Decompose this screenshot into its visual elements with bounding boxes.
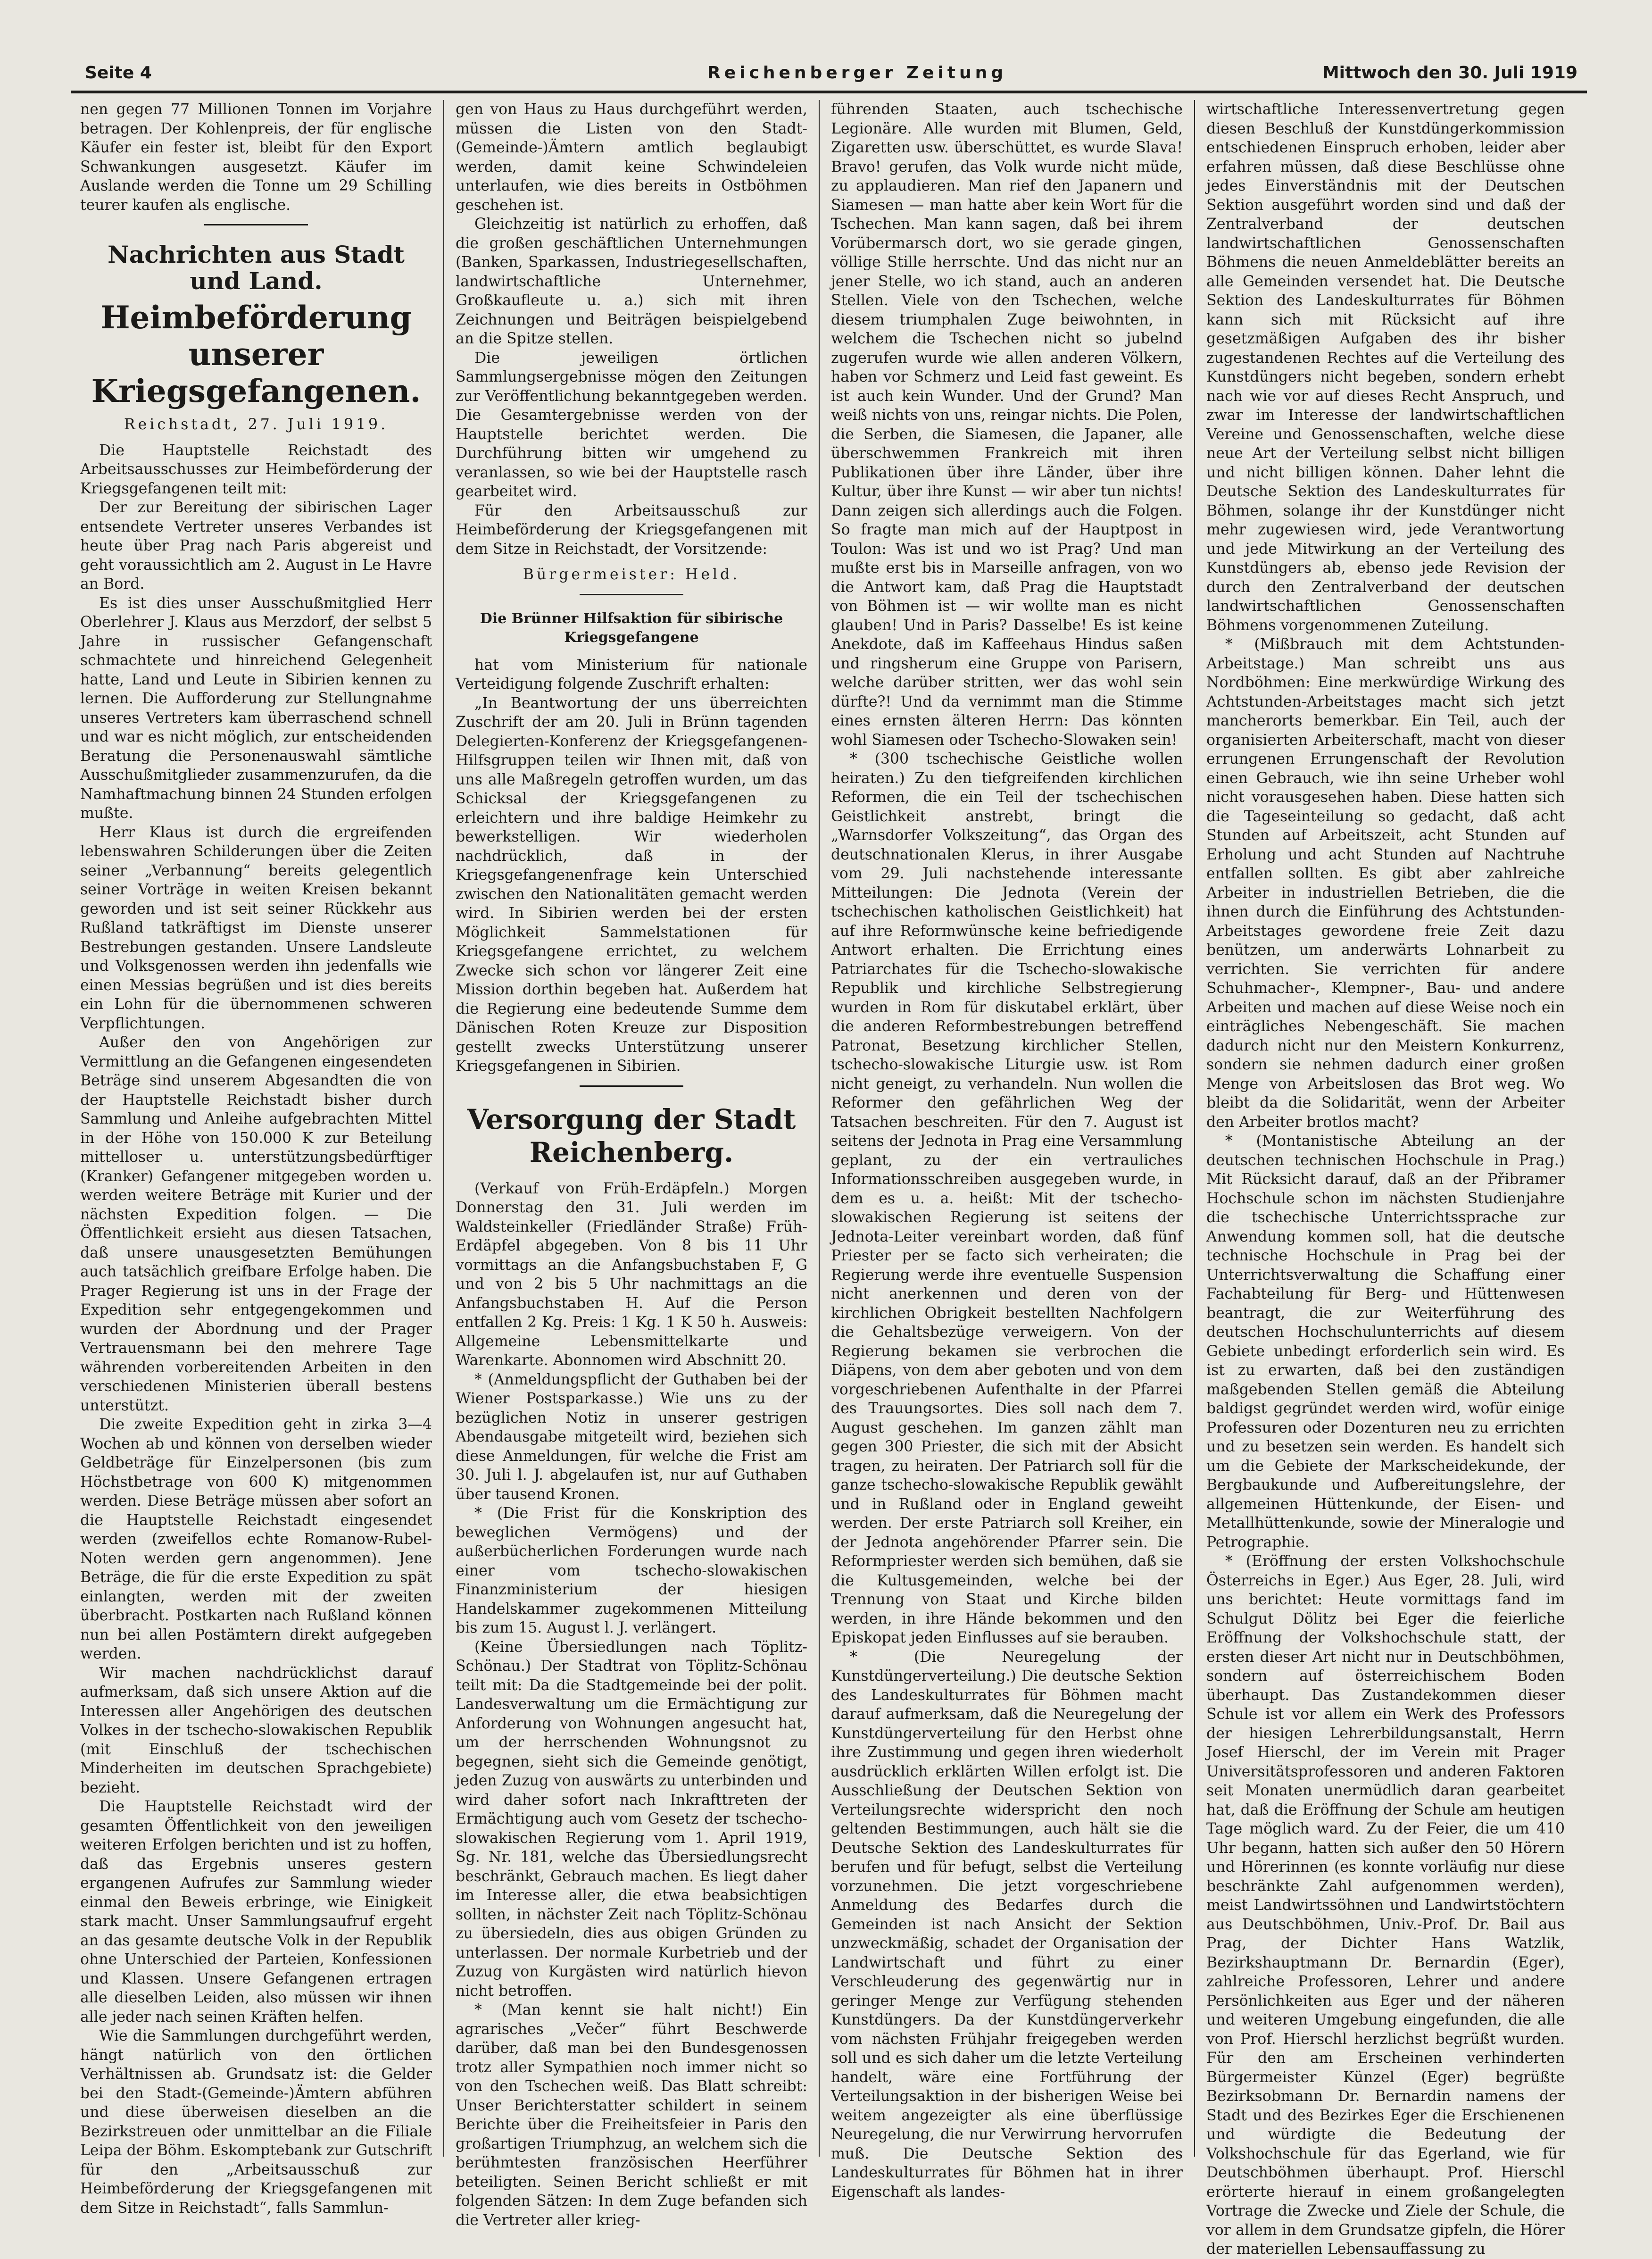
paragraph: Es ist dies unser Ausschußmitglied Herr Oberlehrer J. Klaus aus Merzdorf, der selbst 5 Jahre in russischer Gefangenschaft schmachtete und hinreichend Gelegenheit hatte, Land und Leute in Sibirien kennen zu lernen. Die Aufforderung zur Stellungnahme unseres Vertreters kam überraschend schnell und war es nicht möglich, zur entscheidenden Beratung die Personenauswahl sämtliche Ausschußmitglieder zusammenzurufen, da die Namhaftmachung binnen 24 Stunden erfolgen mußte. [80, 594, 432, 822]
paragraph: Wir machen nachdrücklichst darauf aufmerksam, daß sich unsere Aktion auf die Interessen aller Angehörigen des deutschen Volkes in der tschecho-slowakischen Republik (mit Einschluß der tschechischen Minderheiten im deutschen Sprachgebiete) bezieht. [80, 1664, 432, 1796]
newspaper-title: Reichenberger Zeitung [707, 63, 1007, 83]
paragraph: hat vom Ministerium für nationale Verteidigung folgende Zuschrift erhalten: [456, 656, 807, 692]
column-4 [1206, 100, 1565, 2258]
masthead [71, 57, 1587, 93]
paragraph: führenden Staaten, auch tschechische Legionäre. Alle wurden mit Blumen, Geld, Zigaretten usw. überschüttet, es wurde Slava! Bravo! gerufen, das Volk wurde nicht müde, zu applaudieren. Man rief den Japanern und Siamesen — man hatte aber kein Wort für die Tschechen. Man kann sagen, daß bei ihrem Vorübermarsch dort, wo sie gerade gingen, völlige Stille herrschte. Und das nicht nur an jener Stelle, wo ich stand, auch an anderen Stellen. Viele von den Tschechen, welche diesem triumphalen Zuge beiwohnten, in welchem die Tschechen nicht so jubelnd zugerufen wurde wie allen anderen Völkern, haben vor Schmerz und Leid fast geweint. Es ist auch kein Wunder. Und der Grund? Man weiß nichts von uns, reingar nichts. Die Polen, die Serben, die Siamesen, die Japaner, alle überschwemmen Frankreich mit ihren Publikationen über ihre Länder, über ihre Kultur, über ihre Kunst — wir aber tun nichts! Dann zeigen sich allerdings auch die Folgen. So fragte man mich auf der Hauptpost in Toulon: Was ist und wo ist Prag? Und man mußte erst bis in Marseille anfragen, von wo die Antwort kam, daß Prag die Hauptstadt von Böhmen ist — wir wollte man es nicht glauben! Und in Paris? Dasselbe! Es ist keine Anekdote, daß im Kaffeehaus Hindus saßen und ringsherum eine Gruppe von Parisern, welche darüber stritten, wer das wohl sein dürfte?! Und da vernimmt man die Stimme eines ernsten älteren Herrn: Das könnten wohl Siamesen oder Tschecho-Slowaken sein! [831, 101, 1183, 749]
paragraph: * (Eröffnung der ersten Volkshochschule Österreichs in Eger.) Aus Eger, 28. Juli, wird uns berichtet: Heute vormittags fand im Schulgut Dölitz bei Eger die feierliche Eröffnung der Volkshochschule statt, der ersten dieser Art nicht nur in Deutschböhmen, sondern auf österreichischem Boden überhaupt. Das Zustandekommen dieser Schule ist vor allem ein Werk des Professors der hiesigen Lehrerbildungsanstalt, Herrn Josef Hierschl, der im Verein mit Prager Universitätsprofessoren und anderen Faktoren seit Monaten unermüdlich daran gearbeitet hat, daß die Eröffnung der Schule am heutigen Tage möglich ward. Zu der Feier, die um 410 Uhr begann, hatten sich außer den 50 Hörern und Hörerinnen (es konnte vorläufig nur diese beschränkte Zahl aufgenommen werden), meist Landwirtssöhnen und Landwirtstöchtern aus Deutschböhmen, Univ.-Prof. Dr. Bail aus Prag, der Dichter Hans Watzlik, Bezirkshauptmann Dr. Bernardin (Eger), zahlreiche Professoren, Lehrer und andere Persönlichkeiten aus Eger und der näheren und weiteren Umgebung eingefunden, die alle von Prof. Hierschl herzlichst begrüßt wurden. Für den am Erscheinen verhinderten Bürgermeister Künzel (Eger) begrüßte Bezirksobmann Dr. Bernardin namens der Stadt und des Bezirkes Eger die Erschienenen und würdigte die Bedeutung der Volkshochschule für das Egerland, wie für Deutschböhmen überhaupt. Prof. Hierschl erörterte hierauf in einem großangelegten Vortrage die Zwecke und Ziele der Schule, die vor allem in dem Grundsatze gipfeln, die Hörer der materiellen Lebensauffassung zu [1206, 1553, 1565, 2258]
column-rule [443, 100, 444, 2157]
paragraph: * (300 tschechische Geistliche wollen heiraten.) Zu den tiefgreifenden kirchlichen Reformen, die ein Teil der tschechischen Geistlichkeit anstrebt, bringt die „Warnsdorfer Volkszeitung“, das Organ des deutschnationalen Klerus, in ihrer Ausgabe vom 29. Juli nachstehende interessante Mitteilungen: Die Jednota (Verein der tschechischen katholischen Geistlichkeit) hat auf ihre Reformwünsche keine befriedigende Antwort erhalten. Die Errichtung eines Patriarchates für die Tschecho-slowakische Republik und kirchliche Selbstregierung wurden in Rom für diskutabel erklärt, über die anderen Reformbestrebungen betreffend Patronat, Besetzung kirchlicher Stellen, tschecho-slowakische Liturgie usw. ist Rom nicht geneigt, zu verhandeln. Nun wollen die Reformer den gefährlichen Weg der Tatsachen beschreiten. Für den 7. August ist seitens der Jednota in Prag eine Versammlung geplant, zu der ein vertrauliches Informationsschreiben ausgegeben wurde, in dem es u. a. heißt: Mit der tschecho-slowakischen Regierung ist seitens der Jednota-Leiter vereinbart worden, daß fünf Priester per se facto sich verheiraten; die Regierung werde ihre eventuelle Suspension nicht anerkennen und deren von der kirchlichen Obrigkeit bestellten Nachfolgern die Gehaltsbezüge verweigern. Von der Regierung bekamen sie verbrochen die Diäpens, von dem aber geboten und von dem vorgeschriebenen Aufenthalte in der Pfarrei des Trauungsortes. Dies soll nach dem 7. August geschehen. Im ganzen zählt man gegen 300 Priester, die sich mit der Absicht tragen, zu heiraten. Der Patriarch soll für die ganze tschecho-slowakische Republik gewählt und in Rußland oder in England geweiht werden. Der erste Patriarch soll Kreiher, ein der Jednota angehörender Pfarrer sein. Die Reformpriester werden sich bemühen, daß sie die Kultusgemeinden, welche bei der Trennung von Staat und Kirche bilden werden, in ihre Hände bekommen und den Episkopat jeden Einflusses auf sie berauben. [831, 750, 1183, 1646]
issue-date: Mittwoch den 30. Juli 1919 [1322, 63, 1577, 83]
page-number: Seite 4 [85, 63, 152, 83]
paragraph: Die jeweiligen örtlichen Sammlungsergebnisse mögen den Zeitungen zur Veröffentlichung bekanntgegeben werden. Die Gesamtergebnisse werden von der Hauptstelle berichtet werden. Die Durchführung bitten wir umgehend zu veranlassen, so wie bei der Hauptstelle rasch gearbeitet wird. [456, 349, 807, 500]
column-1 [80, 100, 432, 2217]
paragraph: * (Die Frist für die Konskription des beweglichen Vermögens) und der außerbücherlichen Forderungen wurde nach einer vom tschecho-slowakischen Finanzministerium der hiesigen Handelskammer zugekommenen Mitteilung bis zum 15. August l. J. verlängert. [456, 1505, 807, 1636]
divider [580, 594, 683, 595]
paragraph: Außer den von Angehörigen zur Vermittlung an die Gefangenen eingesendeten Beträge sind unserem Abgesandten die von der Hauptstelle Reichstadt bisher durch Sammlung und Anleihe aufgebrachten Mittel in der Höhe von 150.000 K zur Beteilung mittelloser u. unterstützungsbedürftiger (Kranker) Gefangener mitgegeben worden u. werden weitere Beträge mit Kurier und der nächsten Expedition folgen. — Die Öffentlichkeit ersieht aus diesen Tatsachen, daß unsere unausgesetzten Bemühungen auch tatsächlich greifbare Erfolge haben. Die Prager Regierung ist uns in der Frage der Expedition sehr entgegengekommen und wurden der Abordnung und der Prager Vertrauensmann bei den mehrere Tage währenden vorbereitenden Arbeiten in den verschiedenen Ministerien überall bestens unterstützt. [80, 1034, 432, 1414]
paragraph: * (Anmeldungspflicht der Guthaben bei der Wiener Postsparkasse.) Wie uns zu der bezüglichen Notiz in unserer gestrigen Abendausgabe mitgeteilt wird, beziehen sich diese Anmeldungen, für welche die Frist am 30. Juli l. J. abgelaufen ist, nur auf Guthaben über tausend Kronen. [456, 1371, 807, 1503]
newspaper-page [71, 57, 1587, 2258]
paragraph: Für den Arbeitsausschuß zur Heimbeförderung der Kriegsgefangenen mit dem Sitze in Reichstadt, der Vorsitzende: [456, 502, 807, 558]
divider [580, 1085, 683, 1087]
article-subheadline: Die Brünner Hilfsaktion für sibirische Kriegsgefangene [480, 610, 783, 646]
paragraph: * (Montanistische Abteilung an der deutschen technischen Hochschule in Prag.) Mit Rücksicht darauf, daß an der Přibramer Hochschule schon im nächsten Studienjahre die tschechische Unterrichtssprache zur Anwendung kommen soll, hat die deutsche technische Hochschule in Prag bei der Unterrichtsverwaltung die Schaffung einer Fachabteilung für Berg- und Hüttenwesen beantragt, die zur Weiterführung des deutschen Hochschulunterrichts auf diesem Gebiete unbedingt erforderlich sein wird. Es ist zu erwarten, daß bei den zuständigen maßgebenden Stellen gemäß die Abteilung baldigst gegründet werden wird, wofür einige Professuren oder Dozenturen neu zu errichten und zu besetzen sein werden. Es handelt sich um die Gebiete der Markscheidekunde, der Bergbaukunde und Aufbereitungslehre, der allgemeinen Hüttenkunde, der Eisen- und Metallhüttenkunde, sowie der Mineralogie und Petrographie. [1206, 1133, 1565, 1551]
column-2 [456, 100, 807, 2229]
paragraph: Wie die Sammlungen durchgeführt werden, hängt natürlich von den örtlichen Verhältnissen ab. Grundsatz ist: die Gelder bei den Stadt-(Gemeinde-)Ämtern abführen und diese überweisen dieselben an die Bezirkstreuen oder unmittelbar an die Filiale Leipa der Böhm. Eskomptebank zur Gutschrift für den „Arbeitsausschuß zur Heimbeförderung der Kriegsgefangenen mit dem Sitze in Reichstadt“, falls Sammlun- [80, 2027, 432, 2217]
section-heading: Nachrichten aus Stadt und Land. [108, 241, 405, 295]
paragraph: * (Man kennt sie halt nicht!) Ein agrarisches „Večer“ führt Beschwerde darüber, daß man bei den Bundesgenossen trotz aller Sympathien noch immer nicht so von den Tschechen weiß. Das Blatt schreibt: Unser Berichterstatter schildert in seinem Berichte über die Freiheitsfeier in Paris den großartigen Triumphzug, an welchem sich die berühmtesten französischen Heerführer beteiligten. Seinen Bericht schließt er mit folgenden Sätzen: In dem Zuge befanden sich die Vertreter aller krieg- [456, 2001, 807, 2229]
column-3 [831, 100, 1183, 2201]
paragraph: Der zur Bereitung der sibirischen Lager entsendete Vertreter unseres Verbandes ist heute über Prag nach Paris abgereist und geht voraussichtlich am 2. August in Le Havre an Bord. [80, 499, 432, 592]
paragraph: „In Beantwortung der uns überreichten Zuschrift der am 20. Juli in Brünn tagenden Delegierten-Konferenz der Kriegsgefangenen-Hilfsgruppen teilen wir Ihnen mit, daß von uns alle Maßregeln getroffen wurden, um das Schicksal der Kriegsgefangenen zu erleichtern und ihre baldige Heimkehr zu bewerkstelligen. Wir wiederholen nachdrücklich, daß in der Kriegsgefangenenfrage kein Unterschied zwischen den Nationalitäten gemacht werden wird. In Sibirien werden bei der ersten Möglichkeit Sammelstationen für Kriegsgefangene errichtet, zu welchem Zwecke sich schon vor längerer Zeit eine Mission dorthin begeben hat. Außerdem hat die Regierung eine bedeutende Summe dem Dänischen Roten Kreuze zur Disposition gestellt zwecks Unterstützung unserer Kriegsgefangenen in Sibirien. [456, 694, 807, 1075]
article-continuation: nen gegen 77 Millionen Tonnen im Vorjahre betragen. Der Kohlenpreis, der für englische Käufer ein fester ist, bleibt für den Export Schwankungen ausgesetzt. Käufer im Auslande werden die Tonne um 29 Schilling teurer kaufen als englische. [80, 101, 432, 214]
paragraph: Herr Klaus ist durch die ergreifenden lebenswahren Schilderungen über die Zeiten seiner „Verbannung“ bereits gelegentlich seiner Vorträge in weiten Kreisen bekannt geworden und ist seit seiner Rückkehr aus Rußland tatkräftigst im Dienste unserer Bestrebungen gestanden. Unsere Landsleute und Volksgenossen werden ihn jedenfalls wie einen Messias begrüßen und ist dies bereits ein Lohn für die übernommenen schweren Verpflichtungen. [80, 824, 432, 1032]
article-headline: Heimbeförderung unserer Kriegsgefangenen. [91, 299, 421, 409]
paragraph: Gleichzeitig ist natürlich zu erhoffen, daß die großen geschäftlichen Unternehmungen (Banken, Sparkassen, Industriegesellschaften, landwirtschaftliche Unternehmer, Großkaufleute u. a.) sich mit ihren Zeichnungen und Beiträgen beispielgebend an die Spitze stellen. [456, 216, 807, 347]
paragraph: (Verkauf von Früh-Erdäpfeln.) Morgen Donnerstag den 31. Juli werden im Waldsteinkeller (Friedländer Straße) Früh-Erdäpfel abgegeben. Von 8 bis 11 Uhr vormittags an die Anfangsbuchstaben F, G und von 2 bis 5 Uhr nachmittags an die Anfangsbuchstaben H. Auf die Person entfallen 2 Kg. Preis: 1 Kg. 1 K 50 h. Ausweis: Allgemeine Lebensmittelkarte und Warenkarte. Abonnomen wird Abschnitt 20. [456, 1180, 807, 1369]
paragraph: Die Hauptstelle Reichstadt des Arbeitsausschusses zur Heimbeförderung der Kriegsgefangenen teilt mit: [80, 442, 432, 497]
column-rule [819, 100, 820, 2157]
dateline: Reichstadt, 27. Juli 1919. [124, 416, 389, 433]
divider [204, 224, 308, 225]
paragraph: Die zweite Expedition geht in zirka 3—4 Wochen ab und können von derselben wieder Geldbeträge für Einzelpersonen (bis zum Höchstbetrage von 600 K) mitgenommen werden. Diese Beträge müssen aber sofort an die Hauptstelle Reichstadt eingesendet werden (zweifellos echte Romanow-Rubel-Noten werden gern angenommen). Jene Beträge, die für die erste Expedition zu spät einlangten, werden mit der zweiten überbracht. Postkarten nach Rußland können nun bei allen Postämtern direkt aufgegeben werden. [80, 1416, 432, 1662]
paragraph: Die Hauptstelle Reichstadt wird der gesamten Öffentlichkeit von den jeweiligen weiteren Erfolgen berichten und ist zu hoffen, daß das Ergebnis unseres gestern ergangenen Aufrufes zur Sammlung wieder einmal den Beweis erbringe, wie Einigkeit stark macht. Unser Sammlungsaufruf ergeht an das gesamte deutsche Volk in der Republik ohne Unterschied der Parteien, Konfessionen und Klassen. Unsere Gefangenen ertragen alle dieselben Leiden, also müssen wir ihnen alle jeder nach seinen Kräften helfen. [80, 1798, 432, 2026]
column-rule [1194, 100, 1195, 2157]
signature: Bürgermeister: Held. [523, 566, 740, 583]
paragraph: (Keine Übersiedlungen nach Töplitz-Schönau.) Der Stadtrat von Töplitz-Schönau teilt mit: Da die Stadtgemeinde bei der polit. Landesverwaltung um die Ermächtigung zur Anforderung von Wohnungen angesucht hat, um der herrschenden Wohnungsnot zu begegnen, sieht sich die Gemeinde genötigt, jeden Zuzug von auswärts zu unterbinden und wird daher sofort nach Inkrafttreten der Ermächtigung auch vom Gesetz der tschecho-slowakischen Regierung vom 1. April 1919, Sg. Nr. 181, welche das Übersiedlungsrecht beschränkt, Gebrauch machen. Es liegt daher im Interesse aller, die etwa beabsichtigen sollten, in nächster Zeit nach Töplitz-Schönau zu übersiedeln, dies aus obigen Gründen zu unterlassen. Der normale Kurbetrieb und der Zuzug von Kurgästen wird natürlich hievon nicht betroffen. [456, 1638, 807, 2000]
paragraph: gen von Haus zu Haus durchgeführt werden, müssen die Listen von den Stadt-(Gemeinde-)Ämtern amtlich beglaubigt werden, damit keine Schwindeleien unterlaufen, wie dies bereits in Ostböhmen geschehen ist. [456, 101, 807, 214]
article-headline: Versorgung der Stadt Reichenberg. [467, 1103, 796, 1168]
paragraph: wirtschaftliche Interessenvertretung gegen diesen Beschluß der Kunstdüngerkommission entschiedenen Einspruch erhoben, leider aber erfahren müssen, daß diese Beschlüsse ohne jedes Einverständnis mit der Deutschen Sektion ausgeführt worden sind und daß der Zentralverband der deutschen landwirtschaftlichen Genossenschaften Böhmens die neuen Anmeldeblätter bereits an alle Gemeinden versendet hat. Die Deutsche Sektion des Landeskulturrates für Böhmen kann sich mit Rücksicht auf ihre gesetzmäßigen Aufgaben des ihr bisher zugestandenen Rechtes auf die Verteilung des Kunstdüngers nicht begeben, sondern erhebt nach wie vor auf dieses Recht Anspruch, und zwar im Interesse der landwirtschaftlichen Vereine und Genossenschaften, welche diese neue Art der Verteilung selbst nicht billigen und nicht billigen können. Daher lehnt die Deutsche Sektion des Landeskulturrates für Böhmen, solange ihr der Kunstdünger nicht mehr zugewiesen wird, jede Verantwortung und jede Mitwirkung an der Verteilung des Kunstdüngers ab, ebenso jede Revision der durch den Zentralverband der deutschen landwirtschaftlichen Genossenschaften Böhmens vorgenommenen Zuteilung. [1206, 101, 1565, 634]
paragraph: * (Mißbrauch mit dem Achtstunden-Arbeitstage.) Man schreibt uns aus Nordböhmen: Eine merkwürdige Wirkung des Achtstunden-Arbeitstages macht sich jetzt mancherorts bemerkbar. Ein Teil, auch der organisierten Arbeiterschaft, macht von dieser errungenen Errungenschaft der Revolution einen Gebrauch, wie ihn seine Urheber wohl nicht vorausgesehen haben. Diese hatten sich die Tageseinteilung so gedacht, daß acht Stunden auf Arbeitszeit, acht Stunden auf Erholung und acht Stunden auf Nachtruhe entfallen sollten. Es gibt aber zahlreiche Arbeiter in industriellen Betrieben, die die ihnen durch die Einführung des Achtstunden-Arbeitstages gewordene freie Zeit dazu benützen, um anderwärts Lohnarbeit zu verrichten. Sie verrichten für andere Schuhmacher-, Klempner-, Bau- und andere Arbeiten und machen auf diese Weise noch ein einträgliches Nebengeschäft. Sie machen dadurch nicht nur den Meistern Konkurrenz, sondern sie nehmen dadurch einer großen Menge von Arbeitslosen das Brot weg. Wo bleibt da die Solidarität, wenn der Arbeiter den Arbeiter brotlos macht? [1206, 636, 1565, 1131]
paragraph: * (Die Neuregelung der Kunstdüngerverteilung.) Die deutsche Sektion des Landeskulturrates für Böhmen macht darauf aufmerksam, daß die Neuregelung der Kunstdüngerverteilung für den Herbst ohne ihre Zustimmung und gegen ihren wiederholt ausdrücklich erklärten Willen erfolgt ist. Die Ausschließung der Deutschen Sektion von Verteilungsrechte widerspricht den noch geltenden Bestimmungen, auch hält sie die Deutsche Sektion des Landeskulturrates für berufen und für befugt, selbst die Verteilung vorzunehmen. Die jetzt vorgeschriebene Anmeldung des Bedarfes durch die Gemeinden ist nach Ansicht der Sektion unzweckmäßig, schadet der Organisation der Landwirtschaft und führt zu einer Verschleuderung des gegenwärtig nur in geringer Menge zur Verfügung stehenden Kunstdüngers. Da der Kunstdüngerverkehr vom nächsten Frühjahr freigegeben werden soll und es sich daher um die letzte Verteilung handelt, wäre eine Fortführung der Verteilungsaktion in der bisherigen Weise bei weitem angezeigter als eine überflüssige Neuregelung, die nur Verwirrung hervorrufen muß. Die Deutsche Sektion des Landeskulturrates für Böhmen hat in ihrer Eigenschaft als landes- [831, 1648, 1183, 2201]
